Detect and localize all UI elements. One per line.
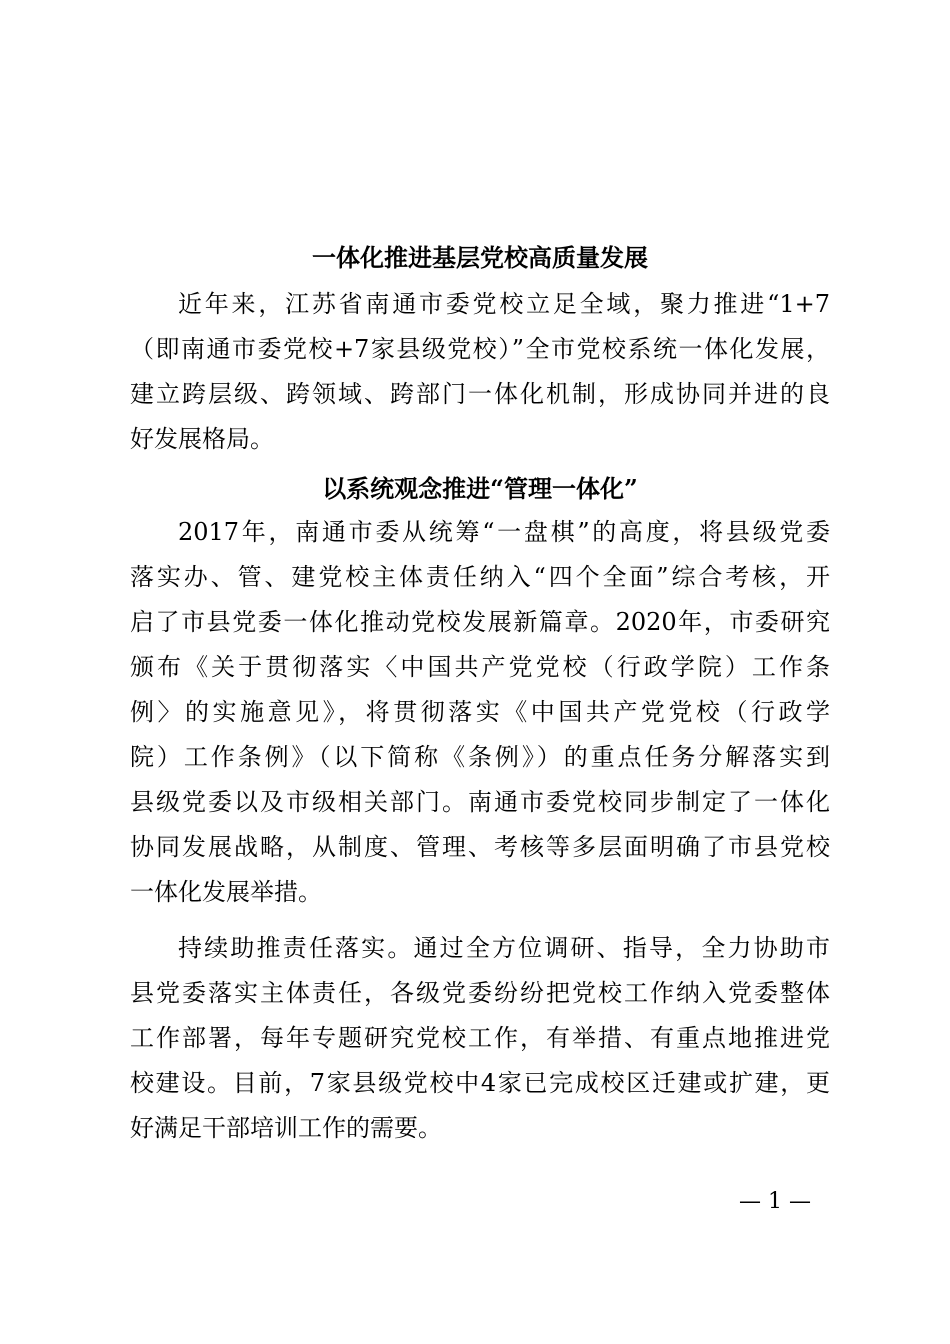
- paragraph-line: 启了市县党委一体化推动党校发展新篇章。2020年，市委研究: [130, 608, 830, 636]
- paragraph-line: 好发展格局。: [130, 425, 274, 453]
- paragraph-line: 县党委落实主体责任，各级党委纷纷把党校工作纳入党委整体: [130, 979, 830, 1007]
- paragraph-line: 例〉的实施意见》，将贯彻落实《中国共产党党校（行政学: [130, 698, 830, 726]
- paragraph-line: 协同发展战略，从制度、管理、考核等多层面明确了市县党校: [130, 833, 830, 861]
- paragraph-line: 工作部署，每年专题研究党校工作，有举措、有重点地推进党: [130, 1024, 830, 1052]
- body-paragraph: [130, 510, 830, 915]
- paragraph-line: 落实办、管、建党校主体责任纳入“四个全面”综合考核，开: [130, 563, 830, 591]
- paragraph-line: （即南通市委党校+7家县级党校）”全市党校系统一体化发展，: [130, 335, 830, 363]
- section-heading: 以系统观念推进“管理一体化”: [322, 474, 638, 503]
- paragraph-line: 一体化发展举措。: [130, 878, 322, 906]
- intro-paragraph: [130, 282, 830, 462]
- page-number: — 1 —: [739, 1189, 811, 1214]
- paragraph-line: 县级党委以及市级相关部门。南通市委党校同步制定了一体化: [130, 788, 830, 816]
- paragraph-line: 建立跨层级、跨领域、跨部门一体化机制，形成协同并进的良: [130, 380, 830, 408]
- paragraph-line: 持续助推责任落实。通过全方位调研、指导，全力协助市: [178, 934, 830, 962]
- body-paragraph: [130, 926, 830, 1151]
- paragraph-line: 校建设。目前，7家县级党校中4家已完成校区迁建或扩建，更: [130, 1069, 830, 1097]
- paragraph-line: 好满足干部培训工作的需要。: [130, 1114, 442, 1142]
- paragraph-line: 院）工作条例》（以下简称《条例》）的重点任务分解落实到: [130, 743, 830, 771]
- paragraph-line: 2017年，南通市委从统筹“一盘棋”的高度，将县级党委: [178, 518, 830, 546]
- paragraph-line: 近年来，江苏省南通市委党校立足全域，聚力推进“1+7: [178, 290, 830, 318]
- document-title: 一体化推进基层党校高质量发展: [312, 243, 648, 272]
- paragraph-line: 颁布《关于贯彻落实〈中国共产党党校（行政学院）工作条: [130, 653, 830, 681]
